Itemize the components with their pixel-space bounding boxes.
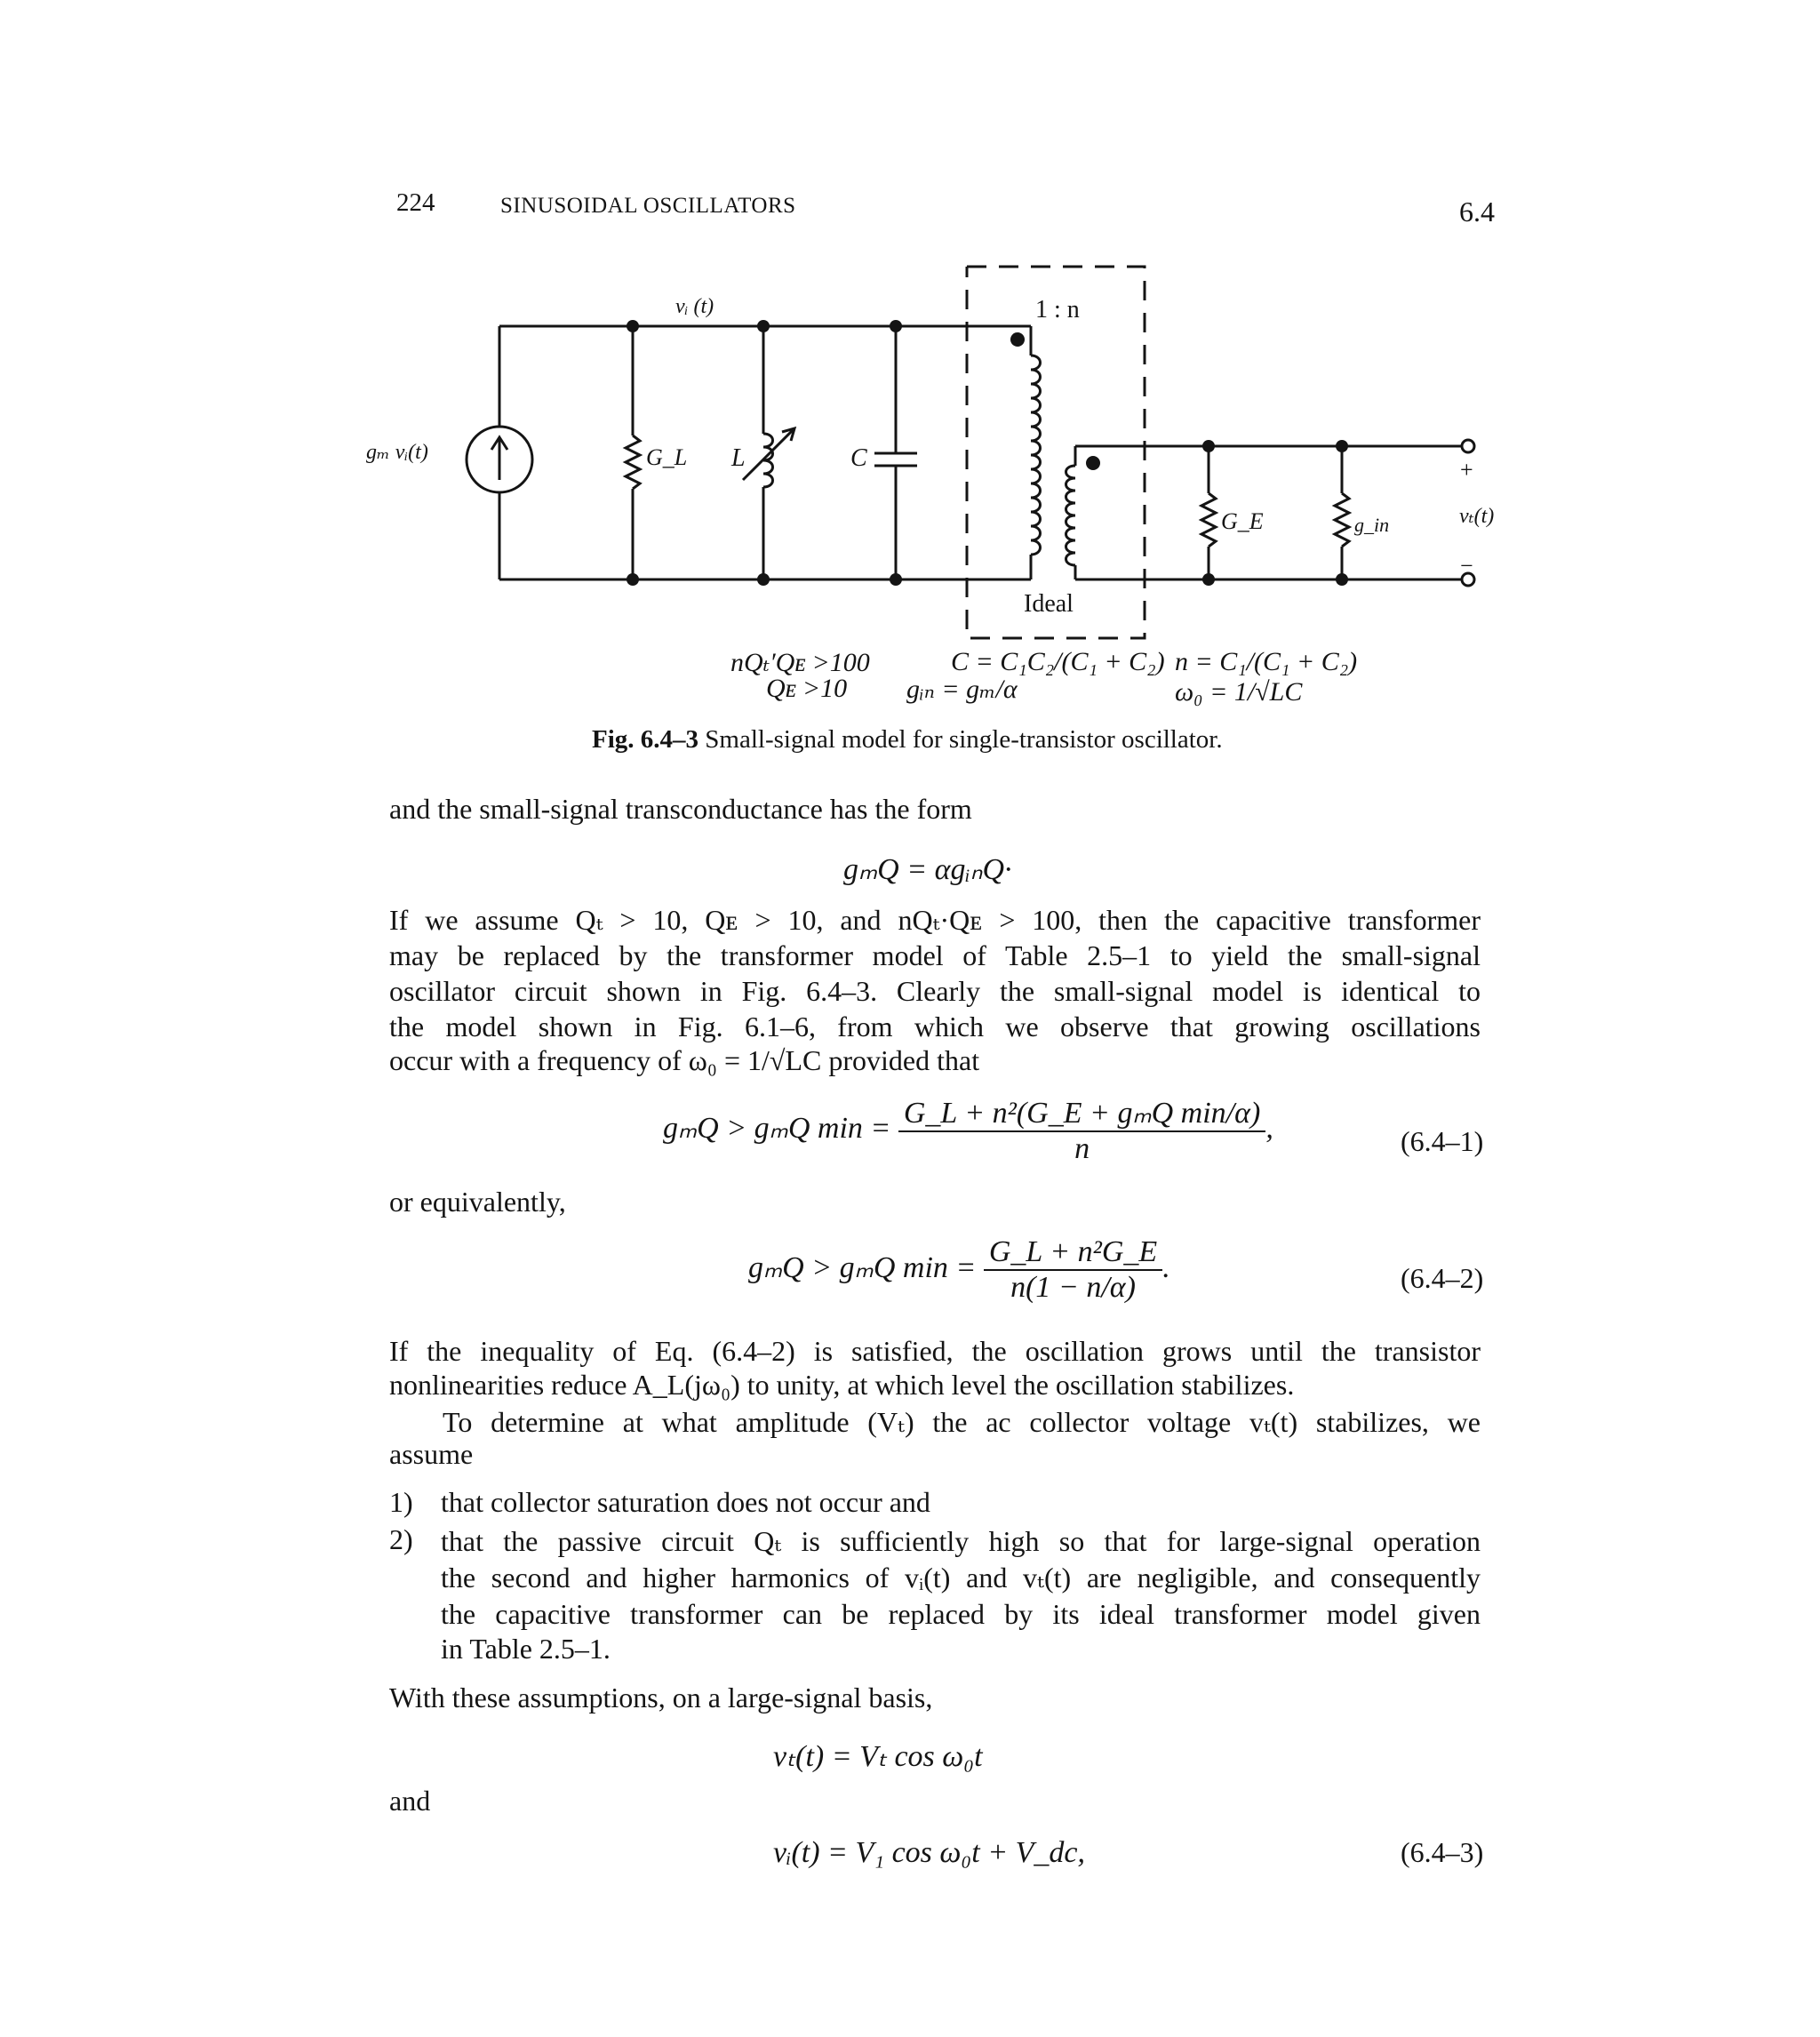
dot-primary [1010,332,1025,347]
paragraph-6: With these assumptions, on a large-signal basis, [389,1682,933,1713]
label-ideal: Ideal [1024,590,1074,618]
label-gin: g_in [1354,514,1390,536]
list-item-1-number: 1) [389,1486,413,1518]
label-output: vₜ(t) [1459,505,1495,528]
eq2-lhs: gₘQ > gₘQ min = [748,1250,977,1284]
equation-number-1: (6.4–1) [1401,1125,1484,1157]
label-ratio: 1 : n [1035,296,1080,324]
paragraph-2-line-1: If we assume Qₜ > 10, Qᴇ > 10, and nQₜ·Qᴇ > 100, then the capacitive transformer [389,904,1481,936]
list-item-2-number: 2) [389,1523,413,1555]
equation-vt: vₜ(t) = Vₜ cos ω₀t [773,1740,983,1773]
paragraph-2-line-2: may be replaced by the transformer model of Table 2.5–1 to yield the small-signal [389,939,1481,971]
label-plus: + [1460,457,1473,483]
paragraph-2-line-3: oscillator circuit shown in Fig. 6.4–3. Clearly the small-signal model is identical to [389,975,1481,1007]
cond-5: n = C₁/(C₁ + C₂) [1175,647,1358,676]
eq2-denominator: n(1 − n/α) [1010,1271,1136,1304]
equation-gmq: gₘQ = αgᵢₙQ· [843,853,1012,886]
running-title: SINUSOIDAL OSCILLATORS [500,194,796,218]
section-number: 6.4 [1459,196,1495,228]
figure-caption [592,725,1223,755]
caption-text: Small-signal model for single-transistor oscillator. [705,725,1223,754]
equation-number-2: (6.4–2) [1401,1262,1484,1294]
equation-6-4-3: vᵢ(t) = V₁ cos ω₀t + V_dc, [773,1836,1085,1869]
list-item-2-line-3: the capacitive transformer can be replaced by its ideal transformer model given [441,1598,1481,1630]
label-node-vi: vᵢ (t) [675,295,714,318]
paragraph-4-line-2: nonlinearities reduce A_L(jω₀) to unity, at which level the oscillation stabilizes. [389,1369,1295,1401]
paragraph-2-line-4: the model shown in Fig. 6.1–6, from which we observe that growing oscillations [389,1011,1481,1042]
cond-6: ω₀ = 1/√LC [1175,677,1303,707]
paragraph-3: or equivalently, [389,1186,566,1218]
page-number: 224 [396,188,435,217]
dot-secondary [1086,456,1100,470]
label-source: gₘ vᵢ(t) [366,441,428,464]
eq2-numerator: G_L + n²G_E [984,1235,1162,1271]
equation-6-4-2: gₘQ > gₘQ min = $\frac{\text{G\_L + n²G\_E}}{n(1 - n/\alpha)}$ . [748,1235,1170,1304]
paragraph-1: and the small-signal transconductance has the form [389,793,972,825]
list-item-2-line-2: the second and higher harmonics of vᵢ(t) and vₜ(t) are negligible, and consequently [441,1562,1481,1594]
equation-6-4-1: gₘQ > gₘQ min = $\frac{\text{G\_L + n²(G\_E + gₘQ min/α)}}{n}$ , [663,1097,1273,1165]
paragraph-7: and [389,1785,431,1817]
eq2-fraction [984,1235,1162,1305]
label-l: L [731,444,746,472]
cond-3: C = C₁C₂/(C₁ + C₂) [951,647,1165,676]
eq1-lhs: gₘQ > gₘQ min = [663,1111,891,1145]
cond-4: gᵢₙ = gₘ/α [906,675,1018,704]
cond-1: nQₜ′Qᴇ >100 [730,648,870,677]
label-gl: G_L [646,444,688,470]
label-ge: G_E [1221,508,1264,534]
paragraph-4-line-1: If the inequality of Eq. (6.4–2) is satisfied, the oscillation grows until the transistor [389,1335,1481,1367]
paragraph-5-line-2: assume [389,1438,474,1470]
label-c: C [850,444,867,472]
equation-number-3: (6.4–3) [1401,1836,1484,1868]
eq1-denominator: n [1074,1132,1090,1165]
caption-label: Fig. 6.4–3 [592,725,699,754]
label-minus: − [1460,553,1473,579]
paragraph-2-line-5: occur with a frequency of ω₀ = 1/√LC provided that [389,1044,980,1076]
list-item-2-line-4: in Table 2.5–1. [441,1633,611,1665]
eq1-numerator: G_L + n²(G_E + gₘQ min/α) [898,1095,1265,1132]
cond-2: Qᴇ >10 [766,674,848,703]
list-item-1-text: that collector saturation does not occur and [441,1486,930,1518]
eq1-fraction [898,1095,1265,1166]
paragraph-5-line-1: To determine at what amplitude (Vₜ) the ac collector voltage vₜ(t) stabilizes, we [443,1406,1481,1438]
list-item-2-line-1: that the passive circuit Qₜ is sufficiently high so that for large-signal operation [441,1525,1481,1557]
